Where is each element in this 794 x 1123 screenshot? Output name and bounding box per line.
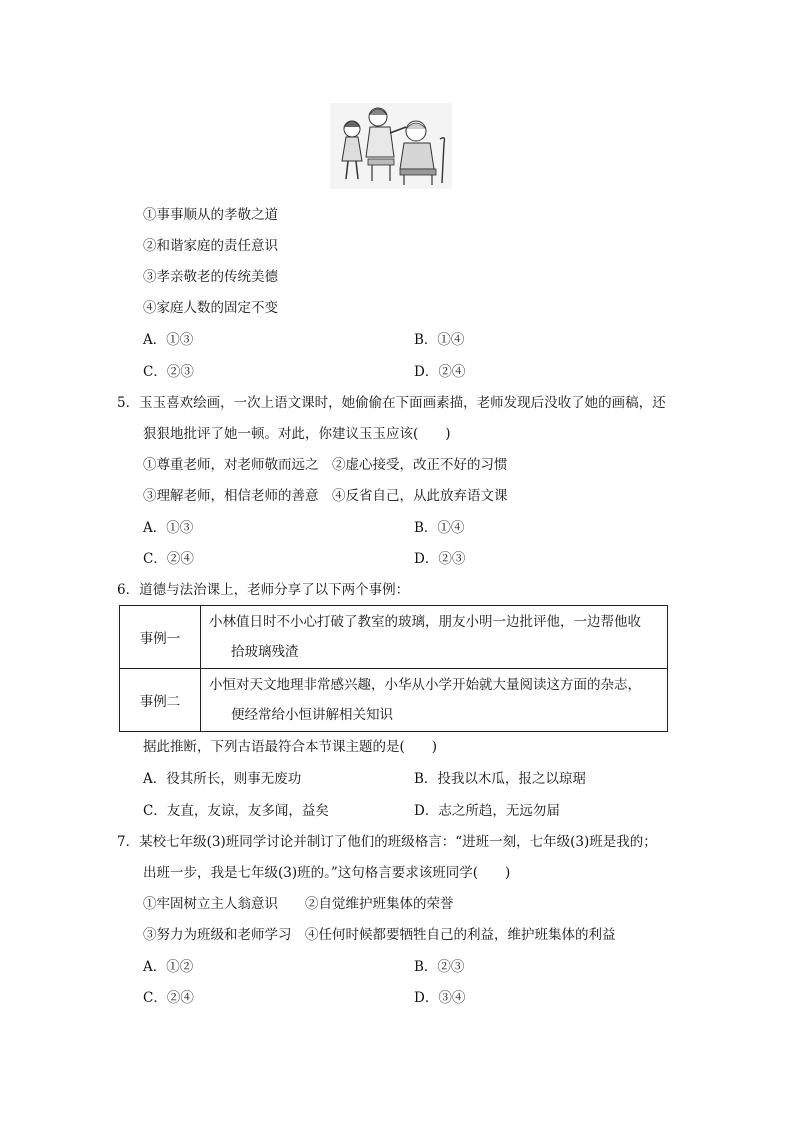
q7-items-line1: ①牢固树立主人翁意识 ②自觉维护班集体的荣誉 bbox=[143, 896, 454, 912]
q4-option-c: C．②③ bbox=[143, 364, 194, 380]
q4-item-4: ④家庭人数的固定不变 bbox=[143, 300, 278, 316]
q6-option-a: A．役其所长，则事无废功 bbox=[143, 771, 302, 787]
case-text-2 bbox=[201, 669, 668, 732]
case-1-line2: 拾玻璃残渣 bbox=[231, 644, 299, 660]
q7-option-d: D．③④ bbox=[414, 990, 466, 1006]
q6-option-d: D．志之所趋，无远勿届 bbox=[414, 803, 560, 819]
case-1-line1: 小林值日时不小心打破了教室的玻璃，朋友小明一边批评他，一边帮他收 bbox=[209, 614, 641, 630]
q5-option-c: C．②④ bbox=[143, 551, 194, 567]
q7-option-c: C．②④ bbox=[143, 990, 194, 1006]
q4-item-1: ①事事顺从的孝敬之道 bbox=[143, 207, 278, 223]
case-2-line1: 小恒对天文地理非常感兴趣，小华从小学开始就大量阅读这方面的杂志， bbox=[209, 677, 641, 693]
q6-question: 据此推断，下列古语最符合本节课主题的是( ) bbox=[143, 739, 438, 755]
q6-option-b: B．投我以木瓜，报之以琼琚 bbox=[414, 771, 586, 787]
q5-option-d: D．②③ bbox=[414, 551, 466, 567]
case-text-1 bbox=[201, 606, 668, 669]
q7-option-b: B．②③ bbox=[414, 959, 465, 975]
q7-items-line2: ③努力为班级和老师学习 ④任何时候都要牺牲自己的利益，维护班集体的利益 bbox=[143, 927, 616, 943]
q6-stem: 6．道德与法治课上，老师分享了以下两个事例： bbox=[117, 582, 410, 598]
q5-items-line1: ①尊重老师，对老师敬而远之 ②虚心接受，改正不好的习惯 bbox=[143, 457, 508, 473]
q5-items-line2: ③理解老师，相信老师的善意 ④反省自己，从此放弃语文课 bbox=[143, 488, 508, 504]
q5-stem-line1: 5．玉玉喜欢绘画，一次上语文课时，她偷偷在下面画素描，老师发现后没收了她的画稿，还 bbox=[117, 395, 666, 411]
table-row bbox=[120, 606, 668, 669]
q4-option-b: B．①④ bbox=[414, 332, 465, 348]
q7-option-a: A．①② bbox=[143, 959, 194, 975]
q4-item-2: ②和谐家庭的责任意识 bbox=[143, 238, 278, 254]
q4-option-a: A．①③ bbox=[143, 332, 194, 348]
q6-case-table bbox=[119, 605, 668, 732]
case-2-line2: 便经常给小恒讲解相关知识 bbox=[231, 707, 393, 723]
case-label-2: 事例二 bbox=[120, 669, 201, 732]
q5-option-a: A．①③ bbox=[143, 520, 194, 536]
case-label-1: 事例一 bbox=[120, 606, 201, 669]
q5-stem-line2: 狠狠地批评了她一顿。对此，你建议玉玉应该( ) bbox=[143, 426, 451, 442]
table-row bbox=[120, 669, 668, 732]
q5-option-b: B．①④ bbox=[414, 520, 465, 536]
q7-stem-line1: 7．某校七年级(3)班同学讨论并制订了他们的班级格言：“进班一刻，七年级(3)班是我的； bbox=[117, 834, 657, 850]
q4-item-3: ③孝亲敬老的传统美德 bbox=[143, 269, 278, 285]
family-care-illustration bbox=[330, 103, 452, 189]
q7-stem-line2: 出班一步，我是七年级(3)班的。”这句格言要求该班同学( ) bbox=[143, 865, 511, 881]
q6-option-c: C．友直，友谅，友多闻，益矣 bbox=[143, 803, 329, 819]
q4-option-d: D．②④ bbox=[414, 364, 466, 380]
